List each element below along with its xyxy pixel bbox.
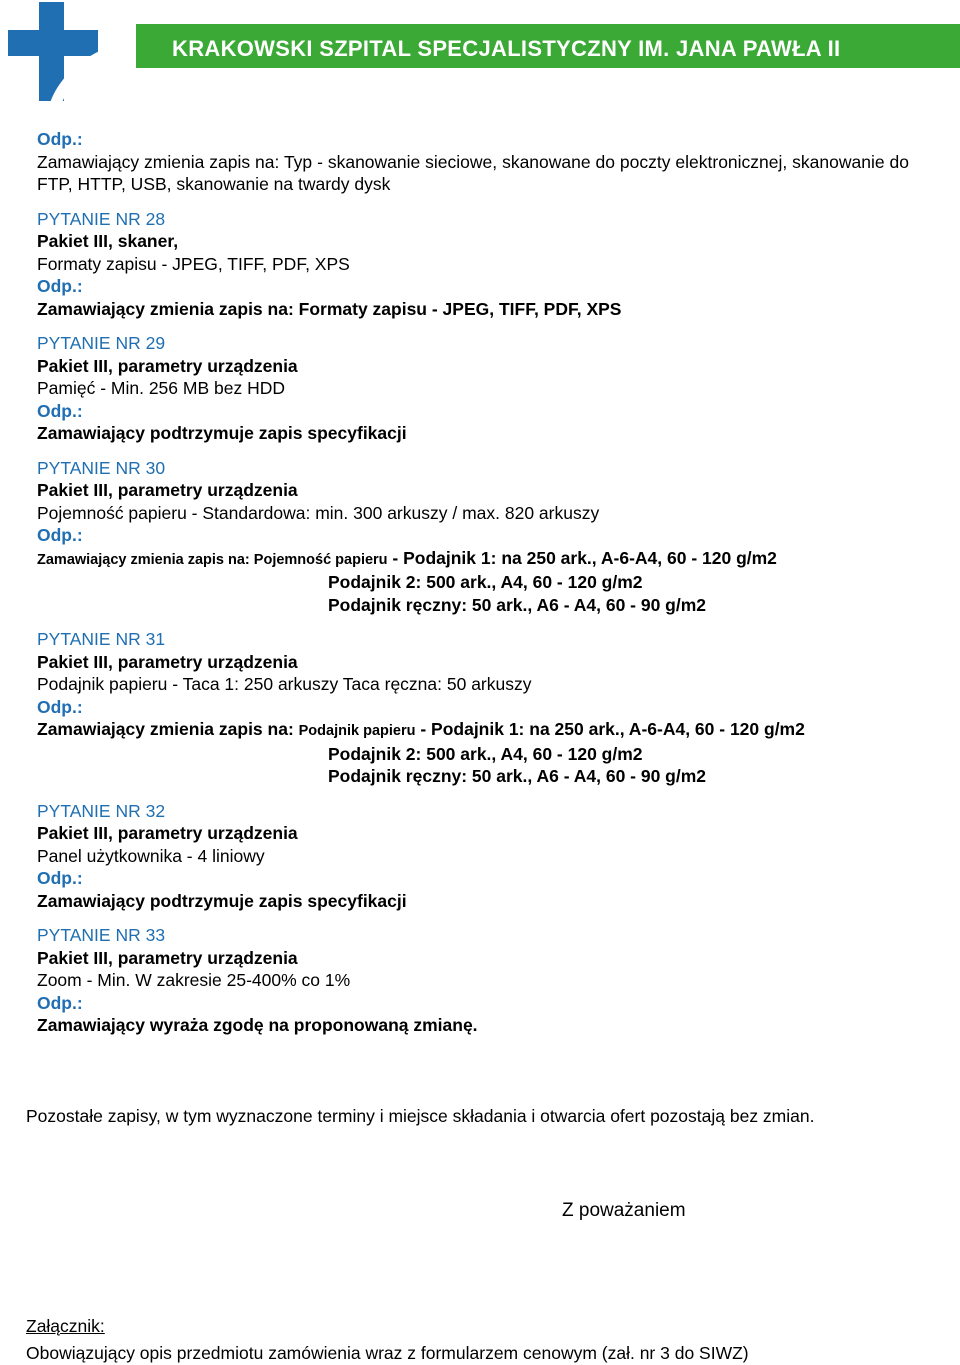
answer-label: Odp.: bbox=[37, 992, 83, 1013]
answer-label: Odp.: bbox=[37, 696, 83, 717]
closing-note: Pozostałe zapisy, w tym wyznaczone terminy i miejsce składania i otwarcia ofert pozostają bez zmian. bbox=[26, 1106, 815, 1126]
answer-prefix: Zamawiający zmienia zapis na: Pojemność papieru bbox=[37, 551, 388, 568]
question-block bbox=[37, 208, 909, 321]
answer-label: Odp.: bbox=[37, 276, 83, 296]
question-item: Formaty zapisu - JPEG, TIFF, PDF, XPS bbox=[37, 253, 350, 274]
answer-label: Odp.: bbox=[37, 400, 83, 421]
question-title: PYTANIE NR 33 bbox=[37, 925, 166, 945]
answer-text bbox=[37, 547, 909, 572]
question-package: Pakiet III, parametry urządzenia bbox=[37, 947, 298, 968]
question-item: Podajnik papieru - Taca 1: 250 arkuszy Taca ręczna: 50 arkuszy bbox=[37, 674, 532, 694]
answer-text: Zamawiający zmienia zapis na: Typ - skanowanie sieciowe, skanowane do poczty elektronicznej, skanowanie do FTP, HTTP, USB, skanowanie na twardy dysk bbox=[37, 151, 909, 194]
answer-prefix: Zamawiający zmienia zapis na: bbox=[37, 719, 299, 739]
answer-line: - Podajnik 1: na 250 ark., A-6-A4, 60 - 120 g/m2 bbox=[387, 547, 777, 568]
attachment-text: Obowiązujący opis przedmiotu zamówienia wraz z formularzem cenowym (zał. nr 3 do SIWZ) bbox=[26, 1343, 749, 1363]
answer-line: - Podajnik 1: na 250 ark., A-6-A4, 60 - 120 g/m2 bbox=[415, 719, 805, 739]
answer-line: Podajnik ręczny: 50 ark., A6 - A4, 60 - 90 g/m2 bbox=[328, 594, 707, 615]
answer-text: Zamawiający wyraża zgodę na proponowaną zmianę. bbox=[37, 1015, 478, 1035]
answer-line: Podajnik 2: 500 ark., A4, 60 - 120 g/m2 bbox=[328, 743, 643, 764]
answer-label: Odp.: bbox=[37, 868, 83, 888]
question-title: PYTANIE NR 32 bbox=[37, 800, 166, 821]
answer-label: Odp.: bbox=[37, 129, 83, 149]
answer-text: Zamawiający podtrzymuje zapis specyfikacji bbox=[37, 890, 407, 911]
hospital-name: KRAKOWSKI SZPITAL SPECJALISTYCZNY IM. JANA PAWŁA II bbox=[172, 36, 841, 61]
question-block bbox=[37, 628, 909, 788]
question-item: Pamięć - Min. 256 MB bez HDD bbox=[37, 378, 285, 398]
question-item: Panel użytkownika - 4 liniowy bbox=[37, 845, 265, 866]
document-header bbox=[0, 0, 960, 105]
question-package: Pakiet III, parametry urządzenia bbox=[37, 480, 298, 500]
answer-line: Podajnik 2: 500 ark., A4, 60 - 120 g/m2 bbox=[328, 572, 643, 592]
question-block bbox=[37, 457, 909, 617]
question-title: PYTANIE NR 31 bbox=[37, 629, 166, 649]
answer-text bbox=[37, 718, 909, 743]
question-title: PYTANIE NR 29 bbox=[37, 333, 166, 353]
answer-line: Podajnik ręczny: 50 ark., A6 - A4, 60 - 90 g/m2 bbox=[328, 766, 707, 786]
document-body bbox=[37, 128, 909, 1037]
answer-label: Odp.: bbox=[37, 525, 83, 545]
answer-text: Zamawiający podtrzymuje zapis specyfikacji bbox=[37, 423, 407, 443]
question-item: Pojemność papieru - Standardowa: min. 300 arkuszy / max. 820 arkuszy bbox=[37, 502, 600, 523]
question-block bbox=[37, 800, 909, 913]
question-block bbox=[37, 924, 909, 1037]
attachment-label: Załącznik: bbox=[26, 1316, 105, 1336]
question-block bbox=[37, 332, 909, 445]
question-title: PYTANIE NR 28 bbox=[37, 208, 166, 229]
question-item: Zoom - Min. W zakresie 25-400% co 1% bbox=[37, 970, 351, 990]
answer-prefix-small: Podajnik papieru bbox=[298, 723, 416, 739]
answer-text: Zamawiający zmienia zapis na: Formaty zapisu - JPEG, TIFF, PDF, XPS bbox=[37, 298, 622, 319]
question-title: PYTANIE NR 30 bbox=[37, 457, 166, 478]
question-package: Pakiet III, skaner, bbox=[37, 231, 179, 251]
signature: Z poważaniem bbox=[562, 1200, 686, 1221]
hospital-cross-logo bbox=[6, 0, 106, 103]
question-package: Pakiet III, parametry urządzenia bbox=[37, 823, 298, 843]
question-package: Pakiet III, parametry urządzenia bbox=[37, 651, 298, 672]
question-package: Pakiet III, parametry urządzenia bbox=[37, 355, 298, 376]
